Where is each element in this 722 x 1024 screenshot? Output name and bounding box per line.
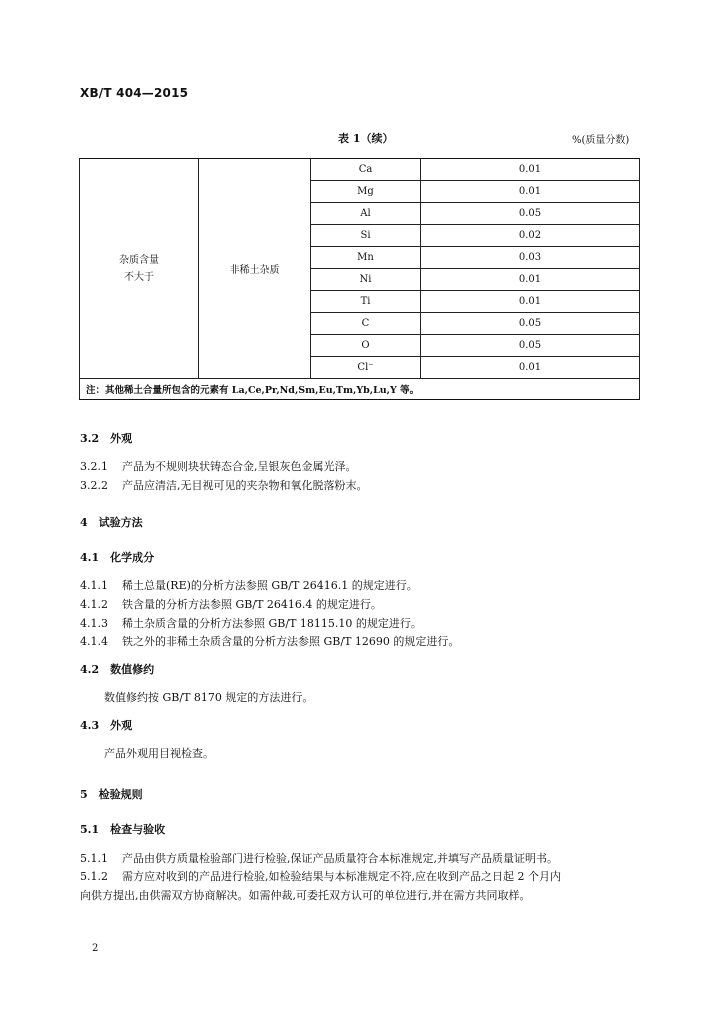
clause-text: 产品应清洁,无目视可见的夹杂物和氧化脱落粉末。: [122, 479, 368, 492]
standard-code: XB/T 404—2015: [80, 86, 189, 100]
clause-number: 4.1.3: [80, 617, 108, 630]
clause-text: 稀土杂质含量的分析方法参照 GB/T 18115.10 的规定进行。: [122, 617, 422, 630]
value-cell: 0.01: [421, 269, 640, 291]
value-cell: 0.01: [421, 181, 640, 203]
element-cell: Mg: [311, 181, 421, 203]
clause-number: 4.1.2: [80, 598, 108, 611]
clause-number: 5.1.1: [80, 852, 108, 865]
clause-3-2-2: [80, 477, 368, 493]
element-cell: Si: [311, 225, 421, 247]
element-cell: O: [311, 335, 421, 357]
value-cell: 0.05: [421, 313, 640, 335]
clause-text: 需方应对收到的产品进行检验,如检验结果与本标准规定不符,应在收到产品之日起 2 个月内: [122, 870, 561, 883]
table-note-row: [80, 379, 640, 400]
clause-4-1-2: [80, 596, 382, 612]
table-unit: %(质量分数): [572, 135, 630, 146]
clause-text: 铁含量的分析方法参照 GB/T 26416.4 的规定进行。: [122, 598, 382, 611]
clause-text: 铁之外的非稀土杂质含量的分析方法参照 GB/T 12690 的规定进行。: [122, 635, 460, 648]
section-4-3-title: 4.3 外观: [80, 719, 133, 732]
section-4-3-text: 产品外观用目视检查。: [104, 747, 214, 760]
table-note: 注：其他稀土合量所包含的元素有 La,Ce,Pr,Nd,Sm,Eu,Tm,Yb,Lu,Y 等。: [80, 379, 640, 400]
element-cell: Al: [311, 203, 421, 225]
clause-4-1-4: [80, 633, 459, 649]
clause-number: 5.1.2: [80, 870, 108, 883]
value-cell: 0.01: [421, 357, 640, 379]
impurity-subcategory-cell: 非稀土杂质: [199, 159, 311, 379]
element-cell: Mn: [311, 247, 421, 269]
value-cell: 0.05: [421, 335, 640, 357]
clause-number: 3.2.1: [80, 460, 108, 473]
impurity-category-cell: [80, 159, 199, 379]
table-caption: 表 1（续）: [338, 132, 394, 145]
section-5-1-title: 5.1 检查与验收: [80, 823, 166, 836]
clause-number: 3.2.2: [80, 479, 108, 492]
page-number: 2: [92, 943, 99, 954]
clause-number: 4.1.1: [80, 579, 108, 592]
table-row: [80, 159, 640, 181]
clause-text: 稀土总量(RE)的分析方法参照 GB/T 26416.1 的规定进行。: [122, 579, 418, 592]
value-cell: 0.01: [421, 291, 640, 313]
value-cell: 0.03: [421, 247, 640, 269]
value-cell: 0.05: [421, 203, 640, 225]
clause-4-1-3: [80, 615, 422, 631]
section-4-2-title: 4.2 数值修约: [80, 663, 155, 676]
clause-text: 产品由供方质量检验部门进行检验,保证产品质量符合本标准规定,并填写产品质量证明书。: [122, 852, 558, 865]
category-label-line: 杂质含量: [119, 254, 159, 266]
element-cell: Cl⁻: [311, 357, 421, 379]
element-cell: C: [311, 313, 421, 335]
section-4-1-title: 4.1 化学成分: [80, 551, 155, 564]
clause-5-1-2: [80, 868, 561, 884]
value-cell: 0.01: [421, 159, 640, 181]
element-cell: Ti: [311, 291, 421, 313]
clause-3-2-1: [80, 458, 357, 474]
section-5-title: 5 检验规则: [80, 788, 143, 801]
clause-5-1-1: [80, 850, 558, 866]
category-label-line: 不大于: [124, 271, 154, 283]
element-cell: Ca: [311, 159, 421, 181]
clause-4-1-1: [80, 577, 418, 593]
section-4-2-text: 数值修约按 GB/T 8170 规定的方法进行。: [104, 691, 314, 704]
element-cell: Ni: [311, 269, 421, 291]
section-3-2-title: 3.2 外观: [80, 432, 133, 445]
clause-number: 4.1.4: [80, 635, 108, 648]
section-4-title: 4 试验方法: [80, 516, 143, 529]
value-cell: 0.02: [421, 225, 640, 247]
clause-text: 产品为不规则块状铸态合金,呈银灰色金属光泽。: [122, 460, 357, 473]
impurity-table: [79, 158, 640, 400]
clause-5-1-2-continuation: 向供方提出,由供需双方协商解决。如需仲裁,可委托双方认可的单位进行,并在需方共同取样。: [80, 889, 531, 902]
